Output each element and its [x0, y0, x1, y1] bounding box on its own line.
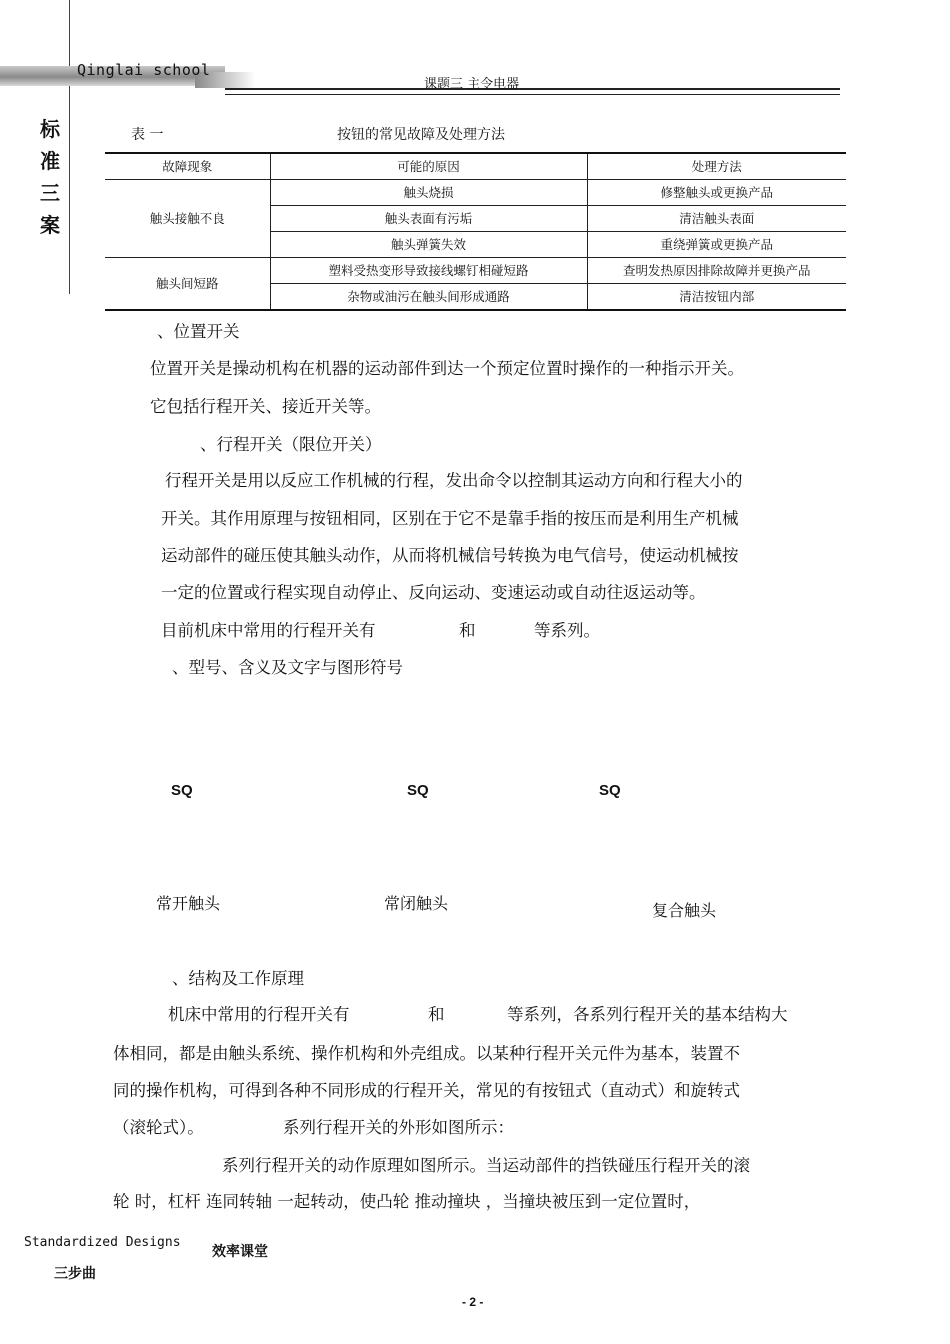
column-header: 可能的原因 — [270, 153, 587, 180]
symbol-label-sq: SQ — [599, 782, 621, 799]
paragraph-line: 位置开关是操动机构在机器的运动部件到达一个预定位置时操作的一种指示开关。 — [150, 359, 744, 378]
paragraph-fragment: 系列行程开关的外形如图所示： — [283, 1118, 514, 1137]
paragraph-line: 轮 时，杠杆 连同转轴 一起转动，使凸轮 推动撞块 ，当撞块被压到一定位置时， — [113, 1192, 701, 1211]
paragraph-line: 系列行程开关的动作原理如图所示。当运动部件的挡铁碰压行程开关的滚 — [222, 1156, 750, 1175]
fault-phenomenon-cell: 触头接触不良 — [105, 180, 270, 258]
header-rule-thin — [225, 94, 840, 95]
paragraph-line: 开关。其作用原理与按钮相同，区别在于它不是靠手指的按压而是利用生产机械 — [161, 509, 739, 528]
cause-cell: 触头表面有污垢 — [270, 206, 587, 232]
paragraph-line: （滚轮式）。 — [113, 1118, 204, 1137]
paragraph-fragment: 等系列，各系列行程开关的基本结构大 — [507, 1005, 788, 1024]
left-margin-line — [69, 0, 70, 294]
header-title: 课题三 主令电器 — [424, 77, 520, 92]
paragraph-line: 它包括行程开关、接近开关等。 — [150, 397, 381, 416]
footer-chinese-2: 三步曲 — [54, 1266, 96, 1282]
footer-english: Standardized Designs — [24, 1235, 181, 1250]
paragraph-line: 一定的位置或行程实现自动停止、反向运动、变速运动或自动往返运动等。 — [161, 583, 706, 602]
fault-phenomenon-cell: 触头间短路 — [105, 258, 270, 311]
remedy-cell: 查明发热原因排除故障并更换产品 — [587, 258, 846, 284]
section-heading: 、行程开关（限位开关） — [200, 435, 382, 454]
symbol-label-sq: SQ — [407, 782, 429, 799]
compound-contact-label: 复合触头 — [652, 901, 717, 920]
cause-cell: 杂物或油污在触头间形成通路 — [270, 284, 587, 311]
table-row — [105, 258, 846, 284]
table-header-row — [105, 153, 846, 180]
header-rule — [225, 88, 840, 90]
table-title: 按钮的常见故障及处理方法 — [337, 127, 505, 143]
paragraph-line: 同的操作机构，可得到各种不同形成的行程开关，常见的有按钮式（直动式）和旋转式 — [113, 1081, 740, 1100]
cause-cell: 触头弹簧失效 — [270, 232, 587, 258]
paragraph-line: 体相同，都是由触头系统、操作机构和外壳组成。以某种行程开关元件为基本，装置不 — [113, 1044, 740, 1063]
paragraph-fragment: 等系列。 — [534, 621, 600, 640]
school-name: Qinglai school — [77, 61, 211, 79]
cause-cell: 塑料受热变形导致接线螺钉相碰短路 — [270, 258, 587, 284]
table-label: 表 一 — [131, 127, 164, 143]
remedy-cell: 清洁触头表面 — [587, 206, 846, 232]
page-number: - 2 - — [462, 1295, 484, 1309]
remedy-cell: 修整触头或更换产品 — [587, 180, 846, 206]
section-heading: 、位置开关 — [157, 322, 240, 341]
paragraph-line: 运动部件的碰压使其触头动作，从而将机械信号转换为电气信号，使运动机械按 — [161, 546, 739, 565]
section-heading: 、结构及工作原理 — [172, 969, 304, 988]
side-title-char: 案 — [40, 213, 60, 237]
side-title-char: 准 — [40, 149, 60, 173]
paragraph-fragment: 和 — [459, 621, 476, 640]
column-header: 故障现象 — [105, 153, 270, 180]
remedy-cell: 清洁按钮内部 — [587, 284, 846, 311]
cause-cell: 触头烧损 — [270, 180, 587, 206]
symbol-label-sq: SQ — [171, 782, 193, 799]
footer-chinese-1: 效率课堂 — [212, 1244, 268, 1260]
table-row — [105, 180, 846, 206]
section-heading: 、型号、含义及文字与图形符号 — [172, 658, 403, 677]
normally-closed-contact-label: 常闭触头 — [384, 894, 449, 913]
remedy-cell: 重绕弹簧或更换产品 — [587, 232, 846, 258]
paragraph-line: 行程开关是用以反应工作机械的行程，发出命令以控制其运动方向和行程大小的 — [165, 471, 743, 490]
fault-table — [105, 152, 846, 311]
paragraph-line: 机床中常用的行程开关有 — [168, 1005, 350, 1024]
paragraph-line: 目前机床中常用的行程开关有 — [161, 621, 376, 640]
normally-open-contact-label: 常开触头 — [156, 894, 221, 913]
side-title-char: 标 — [40, 117, 60, 141]
side-title-char: 三 — [40, 181, 60, 205]
paragraph-fragment: 和 — [428, 1005, 445, 1024]
column-header: 处理方法 — [587, 153, 846, 180]
